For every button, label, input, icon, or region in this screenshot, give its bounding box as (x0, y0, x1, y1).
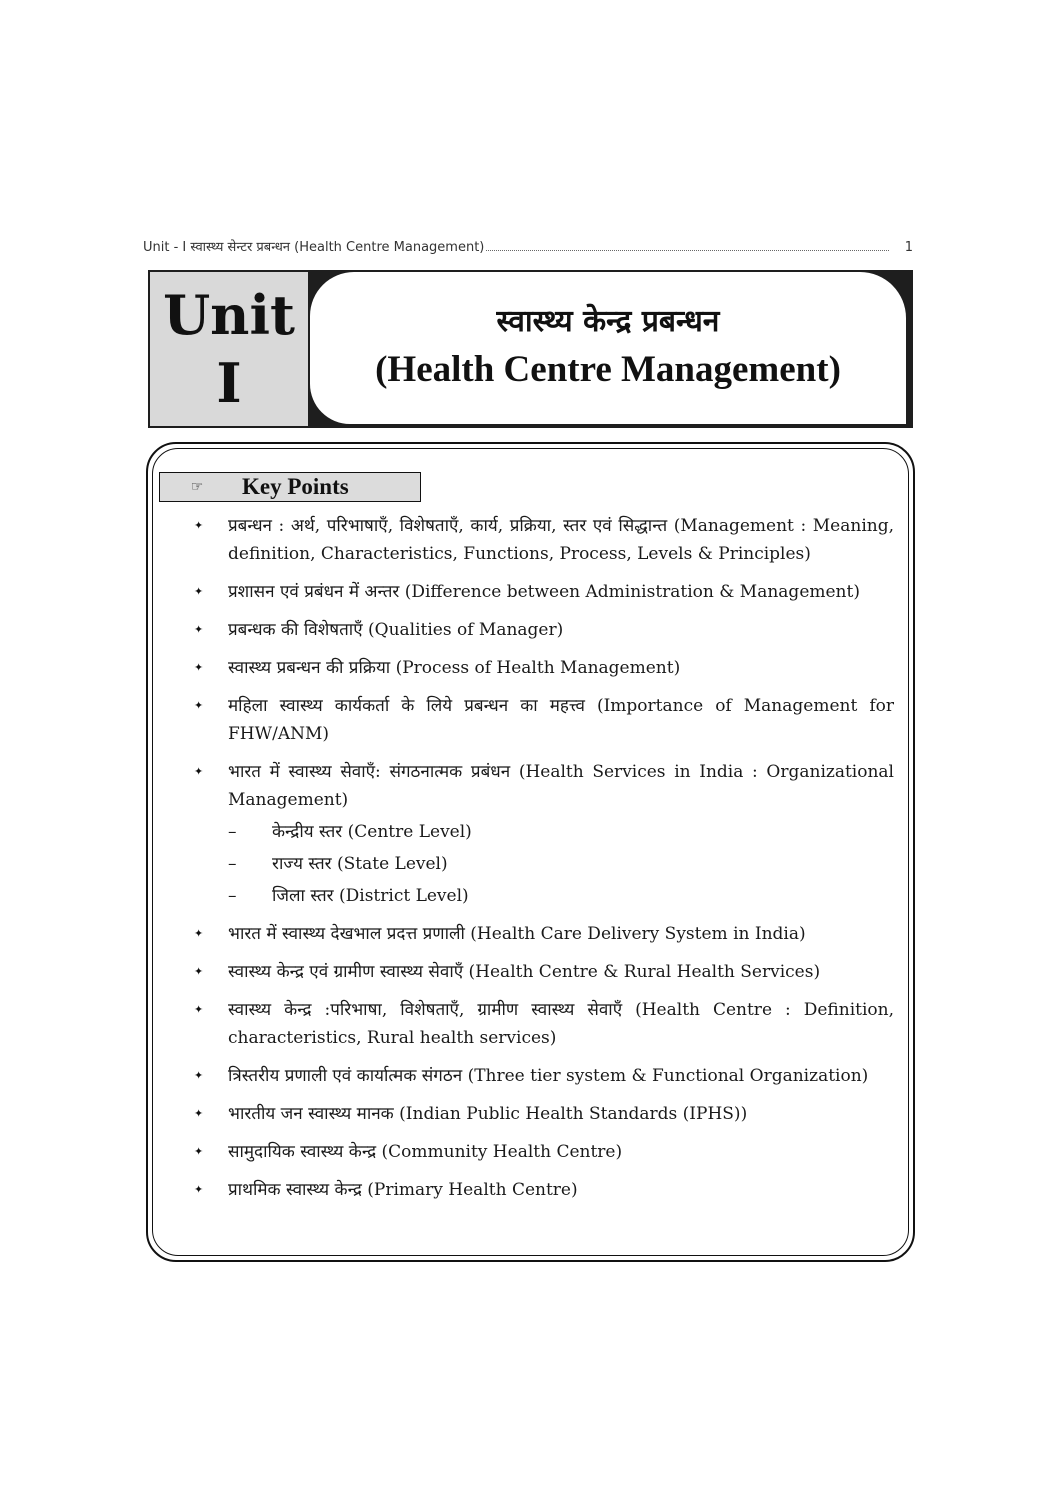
key-point-text: स्वास्थ्य प्रबन्धन की प्रक्रिया (Process of Health Management) (228, 658, 681, 678)
unit-title-panel (310, 272, 906, 424)
key-point-item (192, 512, 894, 568)
key-point-text: प्रबन्धक की विशेषताएँ (Qualities of Manager) (228, 620, 564, 640)
bullet-icon: ✦ (194, 623, 204, 636)
key-point-item (192, 1138, 894, 1166)
unit-number: I (216, 351, 242, 415)
bullet-icon: ✦ (194, 1145, 204, 1158)
running-header-title: Unit - I स्वास्थ्य सेन्टर प्रबन्धन (Health Centre Management) (143, 240, 485, 255)
unit-word: Unit (163, 283, 295, 347)
key-point-item (192, 996, 894, 1052)
pointing-hand-icon: ☞ (190, 479, 204, 495)
running-header (143, 237, 913, 259)
key-point-text: स्वास्थ्य केन्द्र :परिभाषा, विशेषताएँ, ग्रामीण स्वास्थ्य सेवाएँ (Health Centre : Definition, characteristics, Rural health services) (228, 1000, 894, 1048)
key-point-item (192, 958, 894, 986)
key-point-item (192, 578, 894, 606)
key-point-item (192, 654, 894, 682)
bullet-icon: ✦ (194, 661, 204, 674)
bullet-icon: ✦ (194, 765, 204, 778)
unit-title-english: (Health Centre Management) (375, 349, 841, 390)
unit-title-hindi: स्वास्थ्य केन्द्र प्रबन्धन (496, 304, 720, 339)
bullet-icon: ✦ (194, 1183, 204, 1196)
key-point-text: त्रिस्तरीय प्रणाली एवं कार्यात्मक संगठन (Three tier system & Functional Organization) (228, 1066, 869, 1086)
bullet-icon: ✦ (194, 585, 204, 598)
key-point-text: सामुदायिक स्वास्थ्य केन्द्र (Community Health Centre) (228, 1142, 623, 1162)
unit-banner (148, 270, 913, 428)
key-point-text: प्राथमिक स्वास्थ्य केन्द्र (Primary Health Centre) (228, 1180, 578, 1200)
key-point-text: भारतीय जन स्वास्थ्य मानक (Indian Public Health Standards (IPHS)) (228, 1104, 748, 1124)
sub-point-item (228, 850, 894, 878)
key-point-item (192, 1100, 894, 1128)
dash-marker: – (228, 822, 237, 842)
bullet-icon: ✦ (194, 1003, 204, 1016)
key-point-item (192, 758, 894, 910)
key-point-item (192, 920, 894, 948)
sub-point-item (228, 882, 894, 910)
key-point-item (192, 692, 894, 748)
key-point-text: स्वास्थ्य केन्द्र एवं ग्रामीण स्वास्थ्य सेवाएँ (Health Centre & Rural Health Services) (228, 962, 821, 982)
key-point-text: प्रबन्धन : अर्थ, परिभाषाएँ, विशेषताएँ, कार्य, प्रक्रिया, स्तर एवं सिद्धान्त (Management : Meaning, definition, Characteristics, Functions, Process, Levels & Principles) (228, 516, 894, 564)
unit-label-box (150, 272, 308, 426)
leader-dots (486, 240, 889, 251)
key-point-item (192, 1176, 894, 1204)
sub-point-item (228, 818, 894, 846)
bullet-icon: ✦ (194, 965, 204, 978)
key-point-text: प्रशासन एवं प्रबंधन में अन्तर (Difference between Administration & Management) (228, 582, 860, 602)
sub-point-text: राज्य स्तर (State Level) (272, 854, 448, 874)
bullet-icon: ✦ (194, 1069, 204, 1082)
dash-marker: – (228, 854, 237, 874)
key-point-text: भारत में स्वास्थ्य देखभाल प्रदत्त प्रणाली (Health Care Delivery System in India) (228, 924, 806, 944)
page-number: 1 (904, 240, 913, 255)
sub-point-list (228, 818, 894, 910)
bullet-icon: ✦ (194, 699, 204, 712)
key-points-heading: Key Points (242, 474, 349, 499)
dash-marker: – (228, 886, 237, 906)
key-point-text: महिला स्वास्थ्य कार्यकर्ता के लिये प्रबन्धन का महत्त्व (Importance of Management for FHW/ANM) (228, 696, 894, 744)
key-point-text: भारत में स्वास्थ्य सेवाएँ: संगठनात्मक प्रबंधन (Health Services in India : Organizational Management) (228, 762, 894, 810)
sub-point-text: जिला स्तर (District Level) (272, 886, 469, 906)
sub-point-text: केन्द्रीय स्तर (Centre Level) (272, 822, 472, 842)
bullet-icon: ✦ (194, 519, 204, 532)
key-point-item (192, 1062, 894, 1090)
key-point-item (192, 616, 894, 644)
bullet-icon: ✦ (194, 927, 204, 940)
key-points-list (192, 512, 894, 1214)
key-points-header (159, 472, 421, 502)
bullet-icon: ✦ (194, 1107, 204, 1120)
